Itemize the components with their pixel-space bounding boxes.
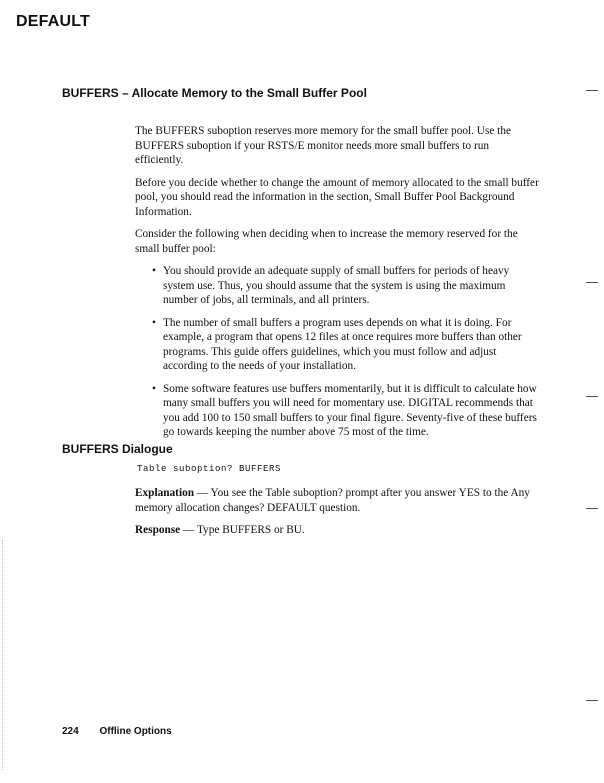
scan-edge-marks — [2, 540, 4, 770]
terminal-prompt: Table suboption? BUFFERS — [137, 464, 282, 474]
response-text: — Type BUFFERS or BU. — [180, 524, 305, 536]
margin-mark — [586, 90, 598, 91]
page-footer — [62, 726, 172, 737]
dialogue-heading: BUFFERS Dialogue — [62, 442, 173, 456]
paragraph: Consider the following when deciding when to increase the memory reserved for the small buffer pool: — [135, 228, 518, 255]
bullet-icon: • — [152, 265, 156, 277]
page-number: 224 — [62, 726, 79, 737]
list-item-text: The number of small buffers a program uses depends on what it is doing. For example, a program that opens 12 files at once requires more buffers than other programs. This guide offers guidelines, which you must follow and adjust according to the needs of your installation. — [163, 316, 522, 372]
running-header: DEFAULT — [16, 13, 90, 30]
explanation-paragraph — [135, 486, 540, 515]
paragraph: Before you decide whether to change the amount of memory allocated to the small buffer pool, you should read the information in the section, Small Buffer Pool Background Information. — [135, 176, 539, 218]
margin-mark — [586, 396, 598, 397]
margin-mark — [586, 282, 598, 283]
bullet-list — [135, 264, 540, 440]
response-label: Response — [135, 524, 181, 536]
bullet-icon: • — [152, 316, 156, 329]
dialogue-body — [135, 486, 540, 546]
list-item — [135, 382, 540, 440]
explanation-label: Explanation — [135, 487, 195, 499]
list-item — [135, 264, 540, 308]
margin-mark — [586, 700, 598, 701]
section-heading: BUFFERS – Allocate Memory to the Small Buffer Pool — [62, 86, 367, 100]
paragraph: The BUFFERS suboption reserves more memory for the small buffer pool. Use the BUFFERS suboption if your RSTS/E monitor needs more small buffers to run efficiently. — [135, 125, 511, 166]
list-item-text: You should provide an adequate supply of small buffers for periods of heavy system use. Thus, you should assume that the system is using the maximum number of jobs, all terminals, and all printers. — [163, 265, 510, 306]
bullet-icon: • — [152, 382, 156, 395]
list-item-text: Some software features use buffers momentarily, but it is difficult to calculate how many small buffers you will need for momentary use. DIGITAL recommends that you add 100 to 150 small buffers to your final figure. Seventy-five of these buffers go towards keeping the number above 75 most of the time. — [163, 382, 537, 438]
explanation-text: — You see the Table suboption? prompt after you answer YES to the Any memory allocation changes? DEFAULT question. — [135, 487, 530, 514]
response-paragraph — [135, 523, 540, 538]
margin-mark — [586, 508, 598, 509]
list-item — [135, 316, 540, 374]
footer-section-title: Offline Options — [99, 726, 172, 737]
section-body — [135, 124, 540, 448]
